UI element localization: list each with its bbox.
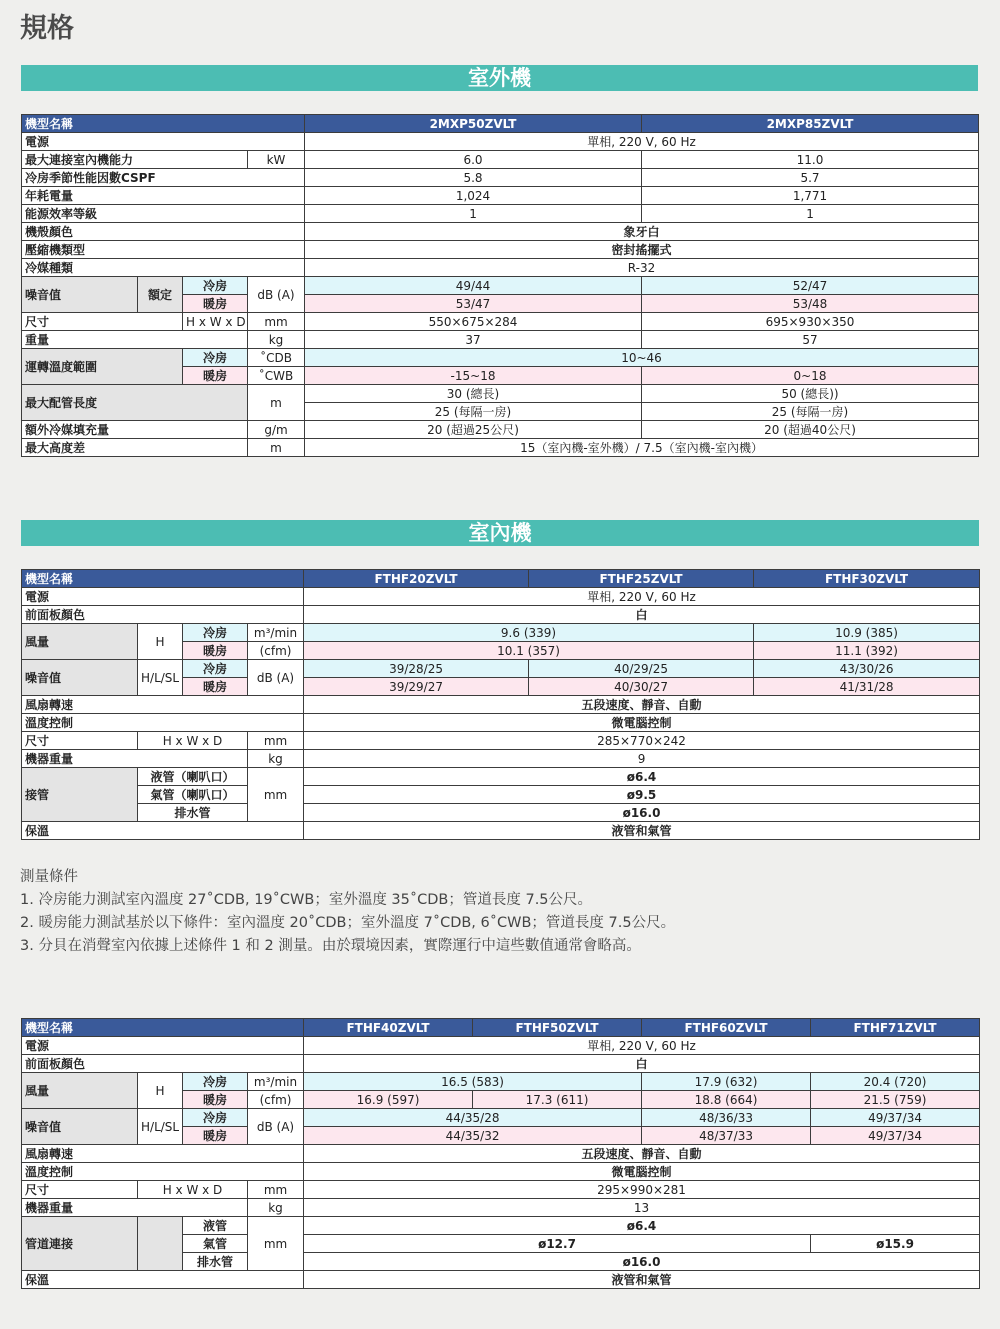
cell-value: 30 (總長) [305,385,642,403]
cool-label: 冷房 [183,1073,248,1091]
page-title: 規格 [20,13,74,44]
table-row [22,1055,980,1073]
table-row [22,822,980,840]
row-label: 重量 [22,331,248,349]
unit-cell: g/m [248,421,305,439]
table-row [22,331,979,349]
cell-value: 單相, 220 V, 60 Hz [304,1037,980,1055]
table-row [22,277,979,295]
row-label: 尺寸 [22,1181,138,1199]
cell-value: 18.8 (664) [642,1091,811,1109]
cell-value: 9.6 (339) [304,624,754,642]
cell-value: 20.4 (720) [811,1073,980,1091]
model-name-label: 機型名稱 [22,570,304,588]
note-item: 1. 冷房能力測試室內溫度 27˚CDB, 19˚CWB；室外溫度 35˚CDB；管道長度 7.5公尺。 [20,892,593,908]
table-row [22,732,980,750]
unit-cell: dB (A) [248,277,305,313]
unit-cell: kW [248,151,305,169]
row-label: 冷媒種類 [22,259,305,277]
row-label: 機殼顏色 [22,223,305,241]
cell-value: 39/29/27 [304,678,529,696]
table-row [22,1037,980,1055]
row-label: 風量 [22,1073,138,1109]
cell-value: ø9.5 [304,786,980,804]
heat-label: 暖房 [183,367,248,385]
table-row [22,750,980,768]
sub-label: H x W x D [138,1181,248,1199]
measurement-notes [20,866,675,958]
row-label: 噪音值 [22,277,138,313]
sub-label: H x W x D [183,313,248,331]
model-header: FTHF20ZVLT [304,570,529,588]
sub-label: 氣管 [183,1235,248,1253]
cell-value: 白 [304,606,980,624]
indoor-spec-table-2 [21,1018,980,1289]
table-row [22,151,979,169]
cell-value: 象牙白 [305,223,979,241]
unit-cell: (cfm) [248,1091,304,1109]
cell-value: 20 (超過40公尺) [642,421,979,439]
table-row [22,714,980,732]
unit-cell: dB (A) [248,660,304,696]
cell-value: 17.9 (632) [642,1073,811,1091]
cell-value: 0~18 [642,367,979,385]
table-header-row [22,570,980,588]
row-label: 噪音值 [22,660,138,696]
row-label: 風量 [22,624,138,660]
sub-label: H [138,624,183,660]
row-label: 管道連接 [22,1217,138,1271]
table-row [22,385,979,403]
heat-label: 暖房 [183,295,248,313]
cell-value: 液管和氣管 [304,1271,980,1289]
table-row [22,1271,980,1289]
model-header: 2MXP50ZVLT [305,115,642,133]
table-row [22,223,979,241]
row-label: 保溫 [22,822,304,840]
table-row [22,133,979,151]
cool-label: 冷房 [183,660,248,678]
unit-cell: ˚CDB [248,349,305,367]
row-label: 電源 [22,1037,304,1055]
cell-value: 10.1 (357) [304,642,754,660]
cell-value: 單相, 220 V, 60 Hz [304,588,980,606]
cell-value: 49/44 [305,277,642,295]
cell-value: 液管和氣管 [304,822,980,840]
cell-value: 單相, 220 V, 60 Hz [305,133,979,151]
row-label: 機器重量 [22,1199,248,1217]
indoor-spec-table-1 [21,569,980,840]
cell-value: 密封搖擺式 [305,241,979,259]
cool-label: 冷房 [183,624,248,642]
table-row [22,421,979,439]
heat-label: 暖房 [183,1091,248,1109]
cell-value: 40/30/27 [529,678,754,696]
spacer-cell [138,1217,183,1271]
sub-label: 額定 [138,277,183,313]
cell-value: 37 [305,331,642,349]
indoor-section-title: 室內機 [21,520,979,546]
unit-cell: m³/min [248,624,304,642]
table-header-row [22,115,979,133]
row-label: 最大連接室內機能力 [22,151,248,169]
notes-title: 測量條件 [20,869,78,885]
table-row [22,1199,980,1217]
table-row [22,1217,980,1235]
cell-value: 五段速度、靜音、自動 [304,1145,980,1163]
row-label: 前面板顏色 [22,606,304,624]
cell-value: 9 [304,750,980,768]
cell-value: 49/37/34 [811,1127,980,1145]
model-header: FTHF30ZVLT [754,570,980,588]
cell-value: 20 (超過25公尺) [305,421,642,439]
heat-label: 暖房 [183,642,248,660]
table-row [22,1109,980,1127]
table-row [22,696,980,714]
unit-cell: m³/min [248,1073,304,1091]
cell-value: 41/31/28 [754,678,980,696]
cell-value: 5.7 [642,169,979,187]
row-label: 尺寸 [22,732,138,750]
cell-value: 1 [642,205,979,223]
cell-value: 1 [305,205,642,223]
cell-value: 21.5 (759) [811,1091,980,1109]
cell-value: 10.9 (385) [754,624,980,642]
cell-value: 10~46 [305,349,979,367]
table-row [22,205,979,223]
table-row [22,169,979,187]
cell-value: 48/37/33 [642,1127,811,1145]
unit-cell: kg [248,1199,304,1217]
cell-value: 5.8 [305,169,642,187]
row-label: 最大高度差 [22,439,248,457]
row-label: 電源 [22,588,304,606]
cell-value: 285×770×242 [304,732,980,750]
cell-value: 16.9 (597) [304,1091,473,1109]
row-label: 前面板顏色 [22,1055,304,1073]
unit-cell: mm [248,1181,304,1199]
table-row [22,768,980,786]
sub-label: 液管（喇叭口） [138,768,248,786]
model-header: FTHF60ZVLT [642,1019,811,1037]
table-row [22,241,979,259]
sub-label: H x W x D [138,732,248,750]
table-row [22,439,979,457]
table-row [22,786,980,804]
unit-cell: m [248,385,305,421]
sub-label: 液管 [183,1217,248,1235]
cell-value: ø16.0 [304,1253,980,1271]
table-row [22,1163,980,1181]
cell-value: ø6.4 [304,768,980,786]
heat-label: 暖房 [183,1127,248,1145]
unit-cell: mm [248,313,305,331]
cell-value: 五段速度、靜音、自動 [304,696,980,714]
row-label: 接管 [22,768,138,822]
cell-value: 44/35/28 [304,1109,642,1127]
table-row [22,313,979,331]
row-label: 尺寸 [22,313,183,331]
note-item: 3. 分貝在消聲室內依據上述條件 1 和 2 測量。由於環境因素，實際運行中這些數值通常會略高。 [20,938,641,954]
cool-label: 冷房 [183,277,248,295]
row-label: 壓縮機類型 [22,241,305,259]
table-row [22,187,979,205]
note-item: 2. 暖房能力測試基於以下條件：室內溫度 20˚CDB；室外溫度 7˚CDB, 6˚CWB；管道長度 7.5公尺。 [20,915,676,931]
heat-label: 暖房 [183,678,248,696]
sub-label: 排水管 [183,1253,248,1271]
cell-value: 48/36/33 [642,1109,811,1127]
model-name-label: 機型名稱 [22,115,305,133]
cell-value: 11.0 [642,151,979,169]
model-header: FTHF40ZVLT [304,1019,473,1037]
outdoor-section-title: 室外機 [21,65,978,91]
cell-value: ø12.7 [304,1235,811,1253]
table-row [22,349,979,367]
cell-value: 16.5 (583) [304,1073,642,1091]
unit-cell: mm [248,1217,304,1271]
row-label: 年耗電量 [22,187,305,205]
cool-label: 冷房 [183,349,248,367]
row-label: 冷房季節性能因數CSPF [22,169,305,187]
sub-label: 排水管 [138,804,248,822]
outdoor-spec-table [21,114,979,457]
model-header: FTHF25ZVLT [529,570,754,588]
row-label: 機器重量 [22,750,248,768]
cell-value: 695×930×350 [642,313,979,331]
sub-label: 氣管（喇叭口） [138,786,248,804]
cell-value: 44/35/32 [304,1127,642,1145]
cell-value: 15（室內機-室外機）/ 7.5（室內機-室內機） [305,439,979,457]
row-label: 能源效率等級 [22,205,305,223]
table-header-row [22,1019,980,1037]
cell-value: 39/28/25 [304,660,529,678]
cell-value: 1,024 [305,187,642,205]
cell-value: -15~18 [305,367,642,385]
row-label: 風扇轉速 [22,696,304,714]
model-header: FTHF50ZVLT [473,1019,642,1037]
row-label: 風扇轉速 [22,1145,304,1163]
row-label: 保溫 [22,1271,304,1289]
cell-value: 295×990×281 [304,1181,980,1199]
cell-value: 11.1 (392) [754,642,980,660]
cell-value: 40/29/25 [529,660,754,678]
unit-cell: mm [248,732,304,750]
row-label: 溫度控制 [22,1163,304,1181]
cell-value: 6.0 [305,151,642,169]
cell-value: 25 (每隔一房) [642,403,979,421]
cell-value: 25 (每隔一房) [305,403,642,421]
cool-label: 冷房 [183,1109,248,1127]
unit-cell: mm [248,768,304,822]
cell-value: 550×675×284 [305,313,642,331]
cell-value: ø16.0 [304,804,980,822]
unit-cell: m [248,439,305,457]
cell-value: 白 [304,1055,980,1073]
model-header: 2MXP85ZVLT [642,115,979,133]
cell-value: 微電腦控制 [304,1163,980,1181]
table-row [22,606,980,624]
table-row [22,660,980,678]
cell-value: ø6.4 [304,1217,980,1235]
table-row [22,588,980,606]
cell-value: 13 [304,1199,980,1217]
table-row [22,1181,980,1199]
table-row [22,624,980,642]
cell-value: 1,771 [642,187,979,205]
cell-value: 17.3 (611) [473,1091,642,1109]
cell-value: R-32 [305,259,979,277]
model-name-label: 機型名稱 [22,1019,304,1037]
cell-value: 43/30/26 [754,660,980,678]
row-label: 電源 [22,133,305,151]
cell-value: 49/37/34 [811,1109,980,1127]
row-label: 運轉溫度範圍 [22,349,183,385]
cell-value: 53/48 [642,295,979,313]
table-row [22,259,979,277]
unit-cell: kg [248,331,305,349]
table-row [22,1073,980,1091]
unit-cell: kg [248,750,304,768]
cell-value: 53/47 [305,295,642,313]
table-row [22,804,980,822]
sub-label: H [138,1073,183,1109]
row-label: 最大配管長度 [22,385,248,421]
table-row [22,1145,980,1163]
unit-cell: dB (A) [248,1109,304,1145]
cell-value: 50 (總長)) [642,385,979,403]
cell-value: 57 [642,331,979,349]
unit-cell: (cfm) [248,642,304,660]
unit-cell: ˚CWB [248,367,305,385]
cell-value: ø15.9 [811,1235,980,1253]
cell-value: 微電腦控制 [304,714,980,732]
sub-label: H/L/SL [138,1109,183,1145]
sub-label: H/L/SL [138,660,183,696]
row-label: 額外冷媒填充量 [22,421,248,439]
model-header: FTHF71ZVLT [811,1019,980,1037]
row-label: 溫度控制 [22,714,304,732]
row-label: 噪音值 [22,1109,138,1145]
cell-value: 52/47 [642,277,979,295]
